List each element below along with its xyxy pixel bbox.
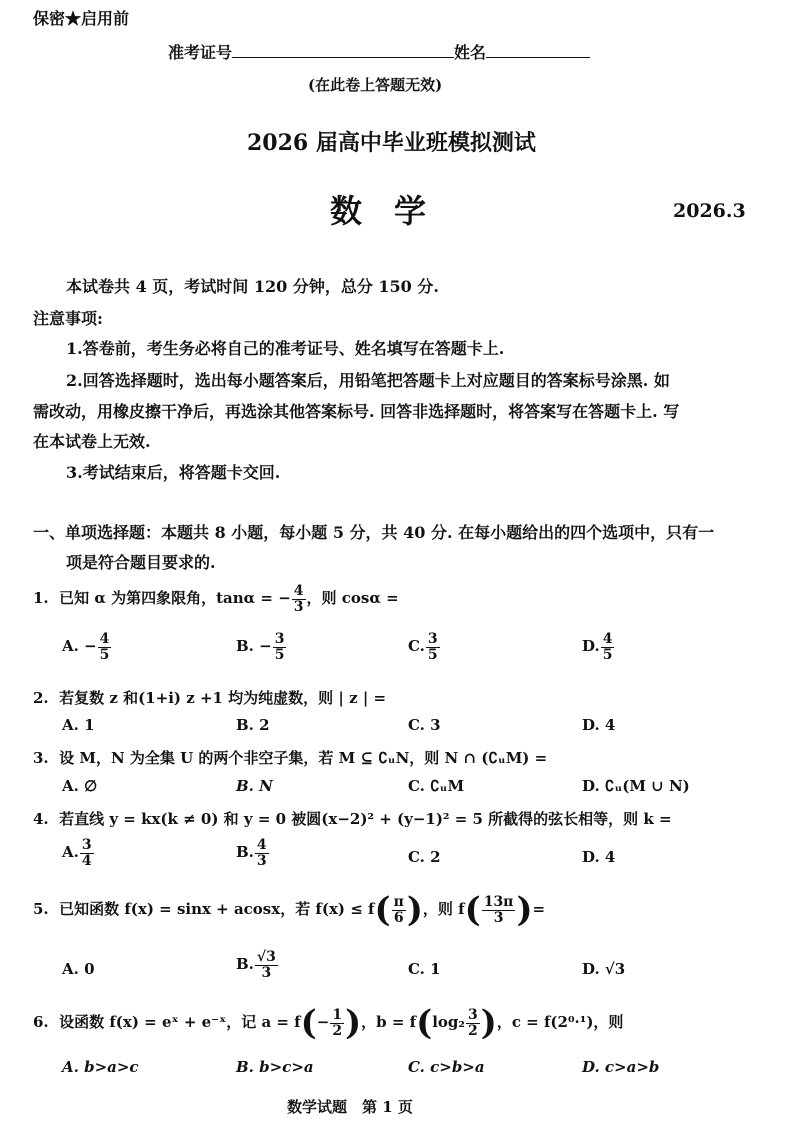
question-number: 5.	[33, 900, 49, 918]
option-label: A. −	[62, 637, 97, 656]
fraction-numerator: 4	[602, 631, 613, 647]
option-label: A.	[62, 843, 79, 862]
fraction-denominator: 2	[467, 1022, 478, 1039]
name-field[interactable]	[486, 41, 590, 58]
left-paren: (	[300, 1003, 317, 1043]
notice-1: 1.答卷前，考生务必将自己的准考证号、姓名填写在答题卡上.	[66, 339, 505, 358]
fraction-denominator: 3	[256, 852, 267, 869]
log-text: log₂	[432, 1013, 465, 1031]
fraction-denominator: 3	[261, 964, 272, 981]
fraction-denominator: 5	[427, 646, 438, 663]
q4-option-a[interactable]	[62, 838, 95, 868]
fraction-denominator: 5	[602, 646, 613, 663]
question-3	[33, 747, 547, 768]
option-label: B. −	[236, 637, 272, 656]
question-text-b: ，b = f	[361, 1013, 417, 1031]
fraction-numerator: √3	[256, 949, 276, 965]
q6-option-b[interactable]: B. b>c>a	[236, 1058, 314, 1076]
fraction	[292, 584, 306, 614]
fraction-numerator: 13π	[483, 893, 514, 910]
right-paren: )	[516, 890, 533, 930]
q1-option-a[interactable]	[62, 632, 112, 662]
fraction-numerator: 3	[427, 631, 438, 647]
exam-title: 2026 届高中毕业班模拟测试	[247, 130, 536, 156]
fraction-denominator: 3	[293, 598, 304, 615]
q4-option-b[interactable]	[236, 838, 270, 868]
q6-option-a[interactable]: A. b>a>c	[62, 1058, 139, 1076]
fraction-numerator: 3	[274, 631, 285, 647]
question-number: 4.	[33, 810, 49, 828]
notice-2-line2: 需改动，用橡皮擦干净后，再选涂其他答案标号. 回答非选择题时，将答案写在答题卡上. 写	[33, 402, 680, 421]
question-text: 设 M，N 为全集 U 的两个非空子集，若 M ⊆ ∁ᵤN，则 N ∩ (∁ᵤM) =	[59, 749, 548, 767]
exam-id-label: 准考证号	[168, 43, 233, 62]
question-number: 2.	[33, 689, 49, 707]
fraction-numerator: 4	[293, 583, 304, 599]
notice-2-line1: 2.回答选择题时，选出每小题答案后，用铅笔把答题卡上对应题目的答案标号涂黑. 如	[66, 371, 670, 390]
q5-option-d[interactable]: D. √3	[582, 960, 626, 978]
notice-2-line3: 在本试卷上无效.	[33, 432, 151, 451]
q2-option-b[interactable]: B. 2	[236, 716, 270, 734]
left-paren: (	[416, 1003, 433, 1043]
left-paren: (	[374, 890, 391, 930]
page-footer: 数学试题 第 1 页	[287, 1098, 413, 1116]
question-6: 6. 设函数 f(x) = eˣ + e⁻ˣ，记 a = f(− $\frac{1}{2}$ )，b = f(log₂ $\frac{3}{2}$ )，c = f(2⁰·¹)，则	[33, 1003, 624, 1043]
q4-option-d[interactable]: D. 4	[582, 848, 616, 866]
q4-option-c[interactable]: C. 2	[408, 848, 441, 866]
option-label: B.	[236, 843, 254, 862]
fraction-numerator: 3	[467, 1006, 478, 1023]
fraction-denominator: 4	[81, 852, 92, 869]
q6-option-d[interactable]: D. c>a>b	[582, 1058, 660, 1076]
notice-title: 注意事项:	[33, 309, 103, 328]
question-text: 设函数 f(x) = eˣ + e⁻ˣ，记 a = f	[59, 1013, 301, 1031]
q3-option-c[interactable]: C. ∁ᵤM	[408, 777, 465, 795]
fraction-denominator: 2	[332, 1022, 343, 1039]
question-number: 6.	[33, 1013, 49, 1031]
option-label: D.	[582, 637, 600, 656]
section-heading-line1: 一、单项选择题：本题共 8 小题，每小题 5 分，共 40 分. 在每小题给出的四个选项中，只有一	[33, 523, 715, 542]
exam-info: 本试卷共 4 页，考试时间 120 分钟，总分 150 分.	[66, 277, 439, 296]
question-number: 3.	[33, 749, 49, 767]
fraction-denominator: 3	[493, 909, 504, 926]
q3-option-a[interactable]: A. ∅	[62, 777, 98, 795]
right-paren: )	[345, 1003, 362, 1043]
subject-title: 数 学	[330, 192, 427, 230]
section-heading-line2: 项是符合题目要求的.	[66, 553, 216, 572]
right-paren: )	[406, 890, 423, 930]
exam-id-field[interactable]	[232, 41, 454, 58]
q5-option-c[interactable]: C. 1	[408, 960, 441, 978]
fraction-numerator: 4	[256, 837, 267, 853]
option-label: B.	[236, 955, 254, 974]
exam-date: 2026.3	[673, 200, 746, 222]
question-text-c: ，c = f(2⁰·¹)，则	[496, 1013, 624, 1031]
name-label: 姓名	[454, 43, 487, 62]
notice-3: 3.考试结束后，将答题卡交回.	[66, 463, 281, 482]
fraction-numerator: π	[393, 893, 404, 910]
q3-option-b[interactable]: B. N	[236, 777, 273, 795]
question-text-tail: ，则 cosα =	[306, 589, 399, 608]
q3-option-d[interactable]: D. ∁ᵤ(M ∪ N)	[582, 777, 690, 795]
question-text: 若复数 z 和(1+i) z +1 均为纯虚数，则 | z | =	[59, 689, 387, 707]
fraction-numerator: 4	[99, 631, 110, 647]
q5-option-b[interactable]	[236, 950, 279, 980]
option-label: C.	[408, 637, 425, 656]
question-text: 若直线 y = kx(k ≠ 0) 和 y = 0 被圆(x−2)² + (y−1)² = 5 所截得的弦长相等，则 k =	[59, 810, 672, 828]
question-5	[33, 890, 546, 930]
q2-option-d[interactable]: D. 4	[582, 716, 616, 734]
question-number: 1.	[33, 589, 49, 608]
exam-id-row	[168, 40, 590, 63]
q2-option-a[interactable]: A. 1	[62, 716, 95, 734]
question-4	[33, 808, 672, 829]
question-2	[33, 687, 386, 708]
confidential-label: 保密★启用前	[33, 9, 130, 28]
question-text: 已知 α 为第四象限角，tanα = −	[59, 589, 291, 608]
fraction-numerator: 1	[332, 1006, 343, 1023]
question-text-tail: =	[532, 900, 546, 918]
q1-option-b[interactable]	[236, 632, 287, 662]
q2-option-c[interactable]: C. 3	[408, 716, 441, 734]
fraction-numerator: 3	[81, 837, 92, 853]
question-text-mid: ，则 f	[422, 900, 465, 918]
q1-option-c[interactable]	[408, 632, 441, 662]
left-paren: (	[464, 890, 481, 930]
q6-option-c[interactable]: C. c>b>a	[408, 1058, 485, 1076]
q1-option-d[interactable]	[582, 632, 615, 662]
fraction-denominator: 6	[393, 909, 404, 926]
fraction-denominator: 5	[99, 646, 110, 663]
question-1	[33, 584, 399, 614]
q5-option-a[interactable]: A. 0	[62, 960, 95, 978]
question-text: 已知函数 f(x) = sinx + acosx，若 f(x) ≤ f	[59, 900, 375, 918]
invalid-note: (在此卷上答题无效)	[308, 76, 443, 94]
right-paren: )	[480, 1003, 497, 1043]
fraction-denominator: 5	[274, 646, 285, 663]
